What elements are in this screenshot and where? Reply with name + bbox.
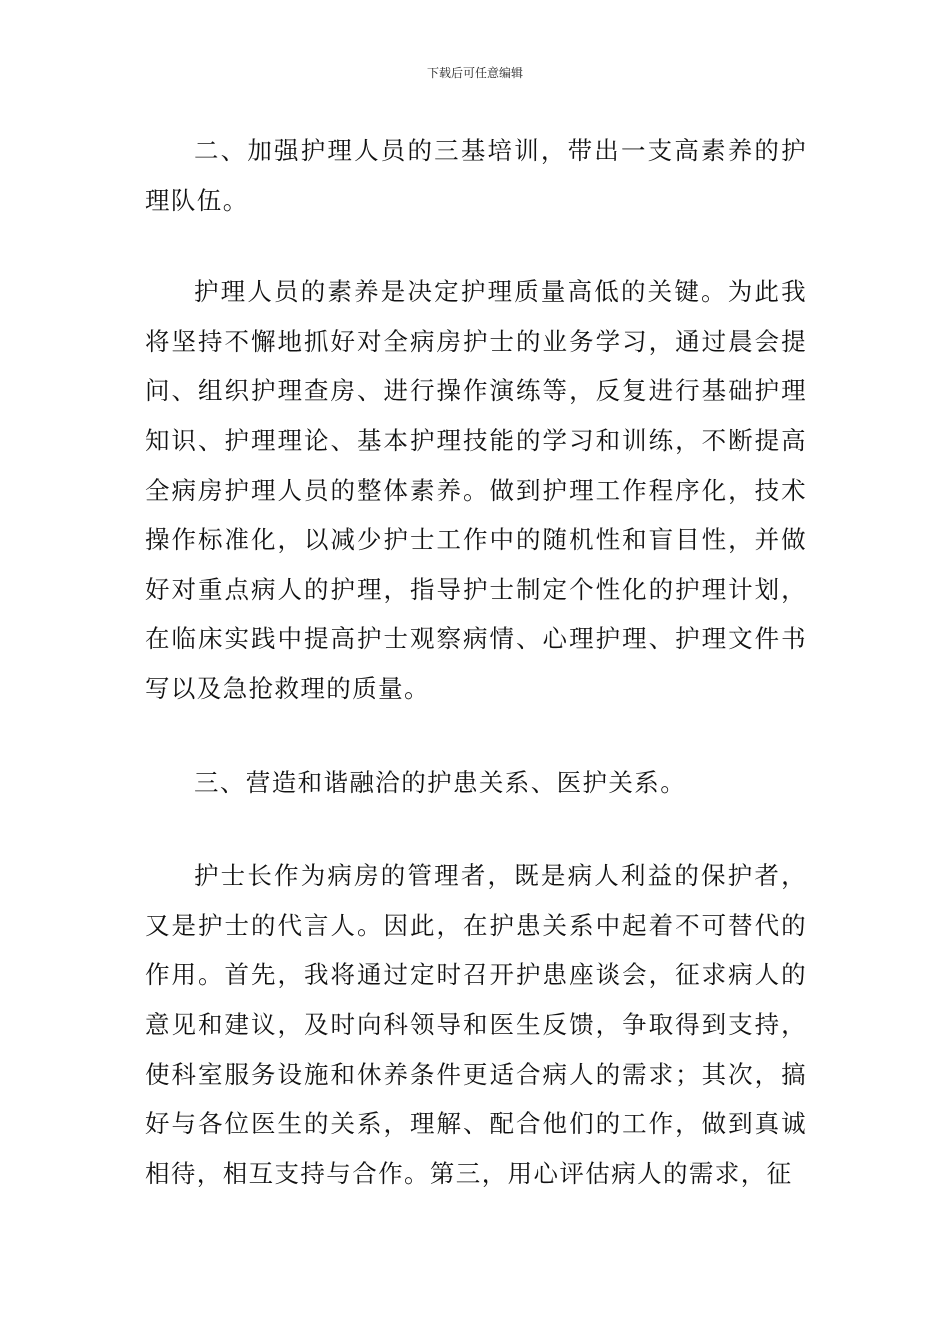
paragraph-head-nurse-role: 护士长作为病房的管理者，既是病人利益的保护者，又是护士的代言人。因此，在护患关系中起着不可替代的作用。首先，我将通过定时召开护患座谈会，征求病人的意见和建议，及时向科领导和医生反馈，争取得到支持，使科室服务设施和休养条件更适合病人的需求；其次，搞好与各位医生的关系，理解、配合他们的工作，做到真诚相待，相互支持与合作。第三，用心评估病人的需求，征 [145, 861, 807, 1188]
page-header: 下载后可任意编辑 [426, 66, 523, 80]
section-heading-2: 二、加强护理人员的三基培训，带出一支高素养的护理队伍。 [145, 136, 807, 215]
paragraph-spacer [145, 807, 807, 851]
paragraph-nursing-training: 护理人员的素养是决定护理质量高低的关键。为此我将坚持不懈地抓好对全病房护士的业务学习，通过晨会提问、组织护理查房、进行操作演练等，反复进行基础护理知识、护理理论、基本护理技能的学习和训练，不断提高全病房护理人员的整体素养。做到护理工作程序化，技术操作标准化，以减少护士工作中的随机性和盲目性，并做好对重点病人的护理，指导护士制定个性化的护理计划，在临床实践中提高护士观察病情、心理护理、护理文件书写以及急抢救理的质量。 [145, 277, 807, 703]
paragraph-spacer [145, 225, 807, 267]
paragraph-spacer [145, 714, 807, 758]
document-body [145, 126, 807, 1198]
section-heading-3: 三、营造和谐融洽的护患关系、医护关系。 [194, 767, 687, 797]
